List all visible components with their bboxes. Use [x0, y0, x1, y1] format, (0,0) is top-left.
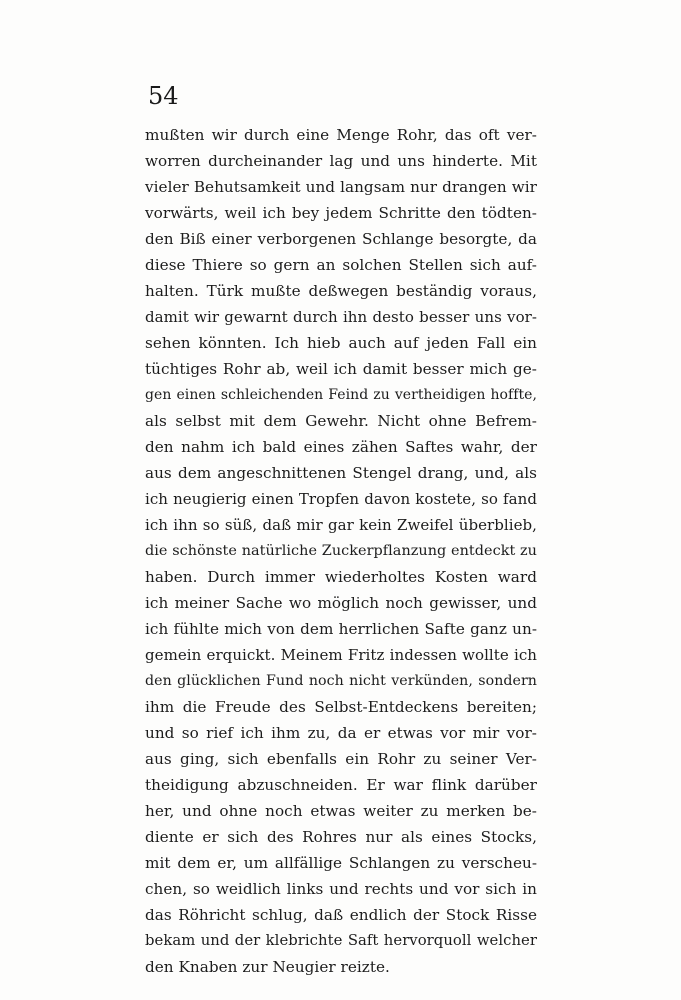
text-line: worren durcheinander lag und uns hinderte. Mit	[145, 152, 537, 170]
text-line: chen, so weidlich links und rechts und vor sich in	[145, 880, 537, 898]
text-line: sehen könnten. Ich hieb auch auf jeden Fall ein	[145, 334, 537, 352]
text-line: ich meiner Sache wo möglich noch gewisser, und	[145, 594, 537, 612]
text-line: tüchtiges Rohr ab, weil ich damit besser mich ge-	[145, 360, 537, 378]
page-number: 54	[148, 82, 179, 110]
text-line: vieler Behutsamkeit und langsam nur drangen wir	[145, 178, 537, 196]
text-line: damit wir gewarnt durch ihn desto besser uns vor-	[145, 308, 537, 326]
text-line: ich neugierig einen Tropfen davon kostete, so fand	[145, 490, 537, 508]
text-line: halten. Türk mußte deßwegen beständig voraus,	[145, 282, 537, 300]
text-line: ich ihn so süß, daß mir gar kein Zweifel überblieb,	[145, 516, 537, 534]
text-line: die schönste natürliche Zuckerpflanzung entdeckt zu	[145, 543, 537, 559]
text-line: diente er sich des Rohres nur als eines Stocks,	[145, 828, 537, 846]
text-line: vorwärts, weil ich bey jedem Schritte den tödten-	[145, 204, 537, 222]
body-text	[145, 122, 537, 980]
text-line: ihm die Freude des Selbst-Entdeckens bereiten;	[145, 698, 537, 716]
text-line: den glücklichen Fund noch nicht verkünden, sondern	[145, 673, 537, 689]
text-line: ich fühlte mich von dem herrlichen Safte ganz un-	[145, 620, 537, 638]
text-line: mußten wir durch eine Menge Rohr, das oft ver-	[145, 126, 537, 144]
text-line: aus dem angeschnittenen Stengel drang, und, als	[145, 464, 537, 482]
text-line: mit dem er, um allfällige Schlangen zu verscheu-	[145, 854, 537, 872]
text-line: haben. Durch immer wiederholtes Kosten ward	[145, 568, 537, 586]
text-line: gen einen schleichenden Feind zu vertheidigen hoffte,	[145, 387, 537, 403]
text-line: den Knaben zur Neugier reizte.	[145, 958, 390, 976]
text-line: das Röhricht schlug, daß endlich der Stock Risse	[145, 906, 537, 924]
text-line: und so rief ich ihm zu, da er etwas vor mir vor-	[145, 724, 537, 742]
text-line: den Biß einer verborgenen Schlange besorgte, da	[145, 230, 537, 248]
text-line: aus ging, sich ebenfalls ein Rohr zu seiner Ver-	[145, 750, 537, 768]
text-line: diese Thiere so gern an solchen Stellen sich auf-	[145, 256, 537, 274]
text-line: bekam und der klebrichte Saft hervorquoll welcher	[145, 932, 537, 949]
text-line: gemein erquickt. Meinem Fritz indessen wollte ich	[145, 646, 537, 664]
text-line: den nahm ich bald eines zähen Saftes wahr, der	[145, 438, 537, 456]
text-line: als selbst mit dem Gewehr. Nicht ohne Befrem-	[145, 412, 537, 430]
text-line: her, und ohne noch etwas weiter zu merken be-	[145, 802, 537, 820]
text-line: theidigung abzuschneiden. Er war flink darüber	[145, 776, 537, 794]
